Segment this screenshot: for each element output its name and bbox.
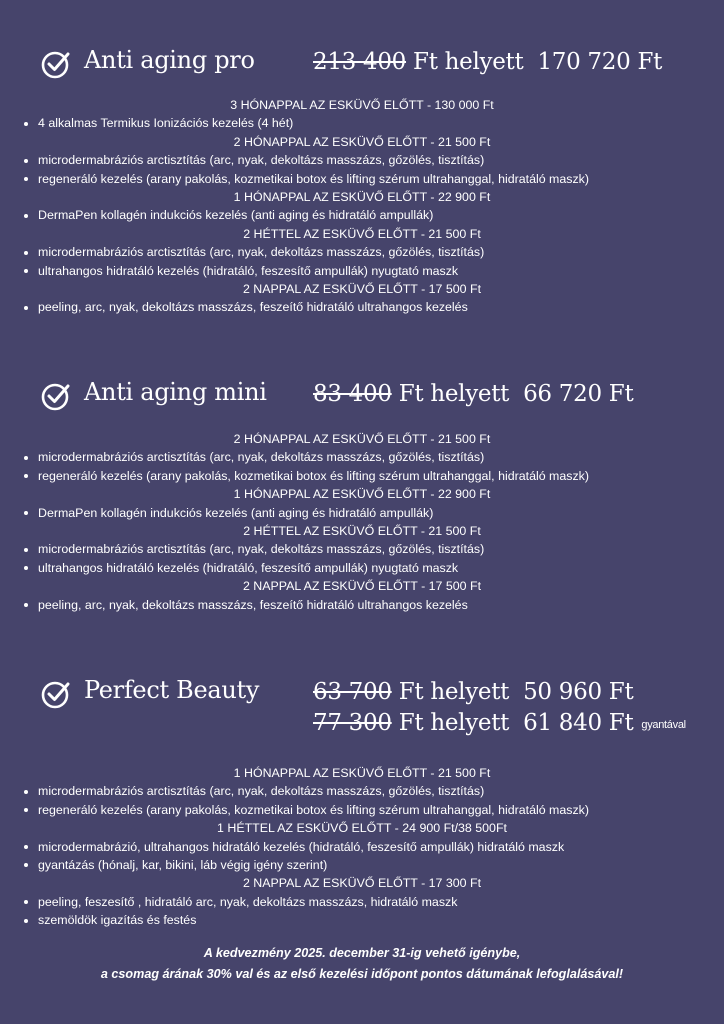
list-item: regeneráló kezelés (arany pakolás, kozmetikai botox és lifting szérum ultrahanggal, hidratáló maszk) [0,801,724,819]
package-details-anti-aging-pro [0,96,724,317]
check-circle-icon [40,678,72,710]
list-item: regeneráló kezelés (arany pakolás, kozmetikai botox és lifting szérum ultrahanggal, hidratáló maszk) [0,170,724,188]
new-price: 170 720 Ft [537,49,663,75]
price-line-with-waxing [313,710,686,736]
list-item: peeling, feszesítő , hidratáló arc, nyak, dekoltázs masszázs, hidratáló maszk [0,893,724,911]
new-price: 50 960 Ft [523,679,634,705]
old-price-suffix: Ft helyett [398,710,510,736]
list-item: regeneráló kezelés (arany pakolás, kozmetikai botox és lifting szérum ultrahanggal, hidratáló maszk) [0,467,724,485]
new-price: 61 840 Ft [523,710,634,736]
timeline-heading: 1 HÓNAPPAL AZ ESKÜVŐ ELŐTT - 22 900 Ft [233,487,491,502]
price-line [313,381,633,407]
timeline-heading: 2 HÉTTEL AZ ESKÜVŐ ELŐTT - 21 500 Ft [243,523,481,538]
timeline-heading: 2 NAPPAL AZ ESKÜVŐ ELŐTT - 17 300 Ft [242,876,482,891]
list-item: microdermabráziós arctisztítás (arc, nyak, dekoltázs masszázs, gőzölés, tisztítás) [0,540,724,558]
list-item: microdermabráziós arctisztítás (arc, nyak, dekoltázs masszázs, gőzölés, tisztítás) [0,151,724,169]
list-item: DermaPen kollagén indukciós kezelés (anti aging és hidratáló ampullák) [0,206,724,224]
list-item: 4 alkalmas Termikus Ionizációs kezelés (4 hét) [0,114,724,132]
old-price-suffix: Ft helyett [413,49,524,75]
list-item: microdermabráziós arctisztítás (arc, nyak, dekoltázs masszázs, gőzölés, tisztítás) [0,782,724,800]
timeline-heading: 1 HÓNAPPAL AZ ESKÜVŐ ELŐTT - 22 900 Ft [233,189,491,204]
timeline-heading: 3 HÓNAPPAL AZ ESKÜVŐ ELŐTT - 130 000 Ft [230,98,494,112]
timeline-heading: 1 HÉTTEL AZ ESKÜVŐ ELŐTT - 24 900 Ft/38 500Ft [217,821,507,836]
package-header-perfect-beauty [0,674,724,736]
package-header-anti-aging-mini [0,376,724,416]
promo-footer [0,943,724,985]
price-line [313,679,633,705]
check-circle-icon [40,48,72,80]
package-title: Perfect Beauty [84,676,260,704]
timeline-heading: 2 NAPPAL AZ ESKÜVŐ ELŐTT - 17 500 Ft [242,579,482,594]
old-price: 63 700 [313,679,392,705]
old-price-suffix: Ft helyett [398,679,510,705]
footer-line-2: a csomag árának 30% val és az első kezelési időpont pontos dátumának lefoglalásával! [100,967,624,981]
new-price: 66 720 Ft [523,381,634,407]
footer-line-1: A kedvezmény 2025. december 31-ig vehető igénybe, [203,946,521,960]
list-item: szemöldök igazítás és festés [0,911,724,929]
list-item: gyantázás (hónalj, kar, bikini, láb végig igény szerint) [0,856,724,874]
timeline-heading: 2 NAPPAL AZ ESKÜVŐ ELŐTT - 17 500 Ft [242,281,482,296]
price-line [313,49,662,75]
package-title: Anti aging pro [84,46,255,74]
list-item: ultrahangos hidratáló kezelés (hidratáló, feszesítő ampullák) nyugtató maszk [0,559,724,577]
timeline-heading: 1 HÓNAPPAL AZ ESKÜVŐ ELŐTT - 21 500 Ft [233,766,491,780]
old-price: 77 300 [313,710,392,736]
timeline-heading: 2 HÉTTEL AZ ESKÜVŐ ELŐTT - 21 500 Ft [243,226,481,241]
package-details-anti-aging-mini [0,430,724,614]
check-circle-icon [40,380,72,412]
list-item: peeling, arc, nyak, dekoltázs masszázs, feszeítő hidratáló ultrahangos kezelés [0,298,724,316]
package-header-anti-aging-pro [0,44,724,84]
timeline-heading: 2 HÓNAPPAL AZ ESKÜVŐ ELŐTT - 21 500 Ft [233,432,491,446]
package-details-perfect-beauty [0,764,724,930]
list-item: microdermabráziós arctisztítás (arc, nyak, dekoltázs masszázs, gőzölés, tisztítás) [0,243,724,261]
list-item: microdermabrázió, ultrahangos hidratáló kezelés (hidratáló, feszesítő ampullák) hidratáló maszk [0,838,724,856]
price-note: gyantával [641,719,686,731]
old-price: 83 400 [313,381,392,407]
package-title: Anti aging mini [84,378,267,406]
list-item: DermaPen kollagén indukciós kezelés (anti aging és hidratáló ampullák) [0,504,724,522]
list-item: peeling, arc, nyak, dekoltázs masszázs, feszeítő hidratáló ultrahangos kezelés [0,596,724,614]
list-item: ultrahangos hidratáló kezelés (hidratáló, feszesítő ampullák) nyugtató maszk [0,262,724,280]
timeline-heading: 2 HÓNAPPAL AZ ESKÜVŐ ELŐTT - 21 500 Ft [233,134,491,149]
old-price: 213 400 [313,49,407,75]
old-price-suffix: Ft helyett [398,381,510,407]
list-item: microdermabráziós arctisztítás (arc, nyak, dekoltázs masszázs, gőzölés, tisztítás) [0,448,724,466]
